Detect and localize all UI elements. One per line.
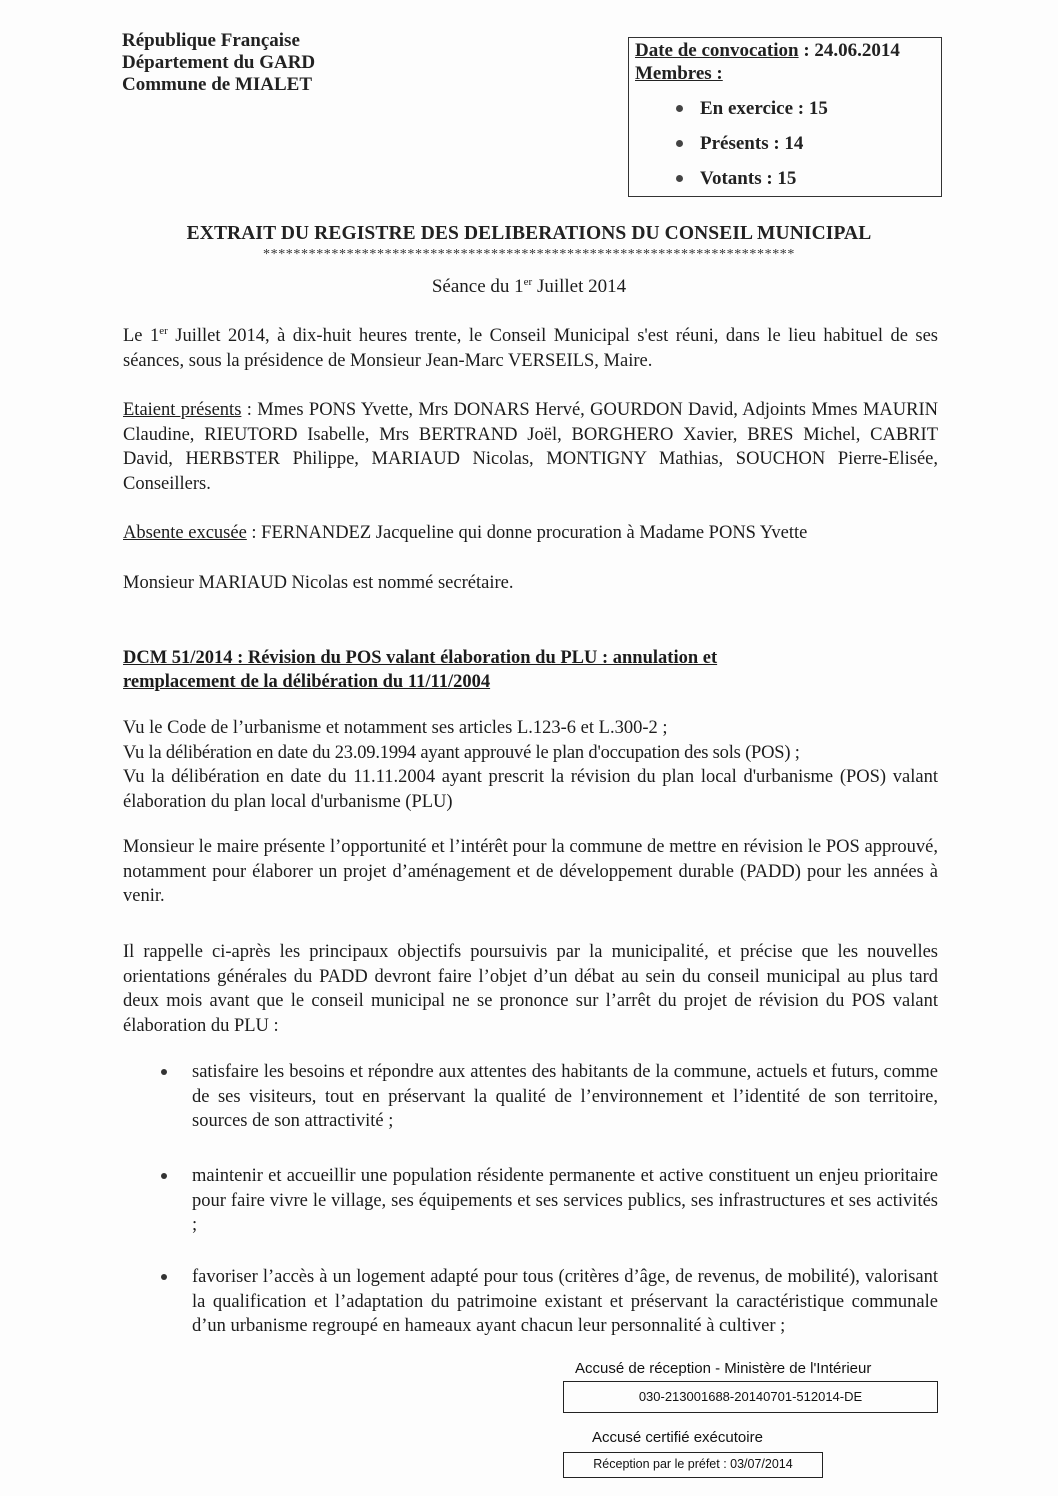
rappel-paragraph	[123, 940, 938, 1038]
intro-prefix: Le 1	[123, 326, 160, 346]
bullet-icon	[676, 105, 683, 112]
objective-item	[123, 1265, 938, 1339]
vu-item: Vu le Code de l’urbanisme et notamment ses articles L.123-6 et L.300-2 ;	[123, 718, 668, 738]
members-votants	[635, 161, 941, 196]
vu-item: Vu la délibération en date du 23.09.1994 ayant approuvé le plan d'occupation des sols (POS) ;	[123, 742, 800, 763]
members-label: Membres :	[635, 63, 723, 84]
bullet-icon	[161, 1274, 167, 1280]
header-commune: Commune de MIALET	[122, 74, 313, 95]
dcm-heading-line1: DCM 51/2014 : Révision du POS valant élaboration du PLU : annulation et	[123, 648, 718, 668]
absente-text: : FERNANDEZ Jacqueline qui donne procuration à Madame PONS Yvette	[246, 523, 808, 543]
members-list	[635, 91, 941, 196]
prefet-reception-box: Réception par le préfet : 03/07/2014	[563, 1452, 823, 1478]
absente-label: Absente excusée	[123, 523, 247, 543]
dcm-heading-line2: remplacement de la délibération du 11/11/2004	[123, 672, 491, 692]
secretaire-text: Monsieur MARIAUD Nicolas est nommé secrétaire.	[123, 573, 514, 593]
convocation-date	[635, 39, 941, 62]
intro-paragraph	[123, 324, 938, 373]
document-title: EXTRAIT DU REGISTRE DES DELIBERATIONS DU CONSEIL MUNICIPAL	[186, 223, 872, 244]
seance-suffix: Juillet 2014	[532, 276, 627, 297]
rappel-text: Il rappelle ci-après les principaux objectifs poursuivis par la municipalité, et précise que les nouvelles orientations générales du PADD devront faire l’objet d’un débat au sein du conseil municipal au plus tard deux mois avant que le conseil municipal ne se prononce sur l’arrêt du projet de révision du POS valant élaboration du PLU :	[123, 942, 938, 1036]
objective-item	[123, 1060, 938, 1134]
seance-prefix: Séance du 1	[431, 276, 524, 297]
bullet-icon	[676, 140, 683, 147]
absente-paragraph	[123, 521, 938, 546]
objective-text: favoriser l’accès à un logement adapté pour tous (critères d’âge, de revenus, de mobilité), valorisant la qualification et l’adaptation du patrimoine existant et préservant la caractéristique communale d’un urbanisme regroupé en hameaux ayant chacun leur personnalité à cultiver ;	[192, 1267, 938, 1336]
members-count-label: Présents : 14	[700, 133, 804, 154]
convocation-box	[628, 37, 942, 197]
seance-date	[0, 276, 1058, 298]
maire-text: Monsieur le maire présente l’opportunité et l’intérêt pour la commune de mettre en révision le POS approuvé, notamment pour élaborer un projet d’aménagement et de développement durable (PADD) pour les années à venir.	[123, 837, 938, 906]
bullet-icon	[676, 175, 683, 182]
vu-list	[123, 716, 938, 814]
objective-item	[123, 1164, 938, 1238]
convocation-date-value: : 24.06.2014	[798, 40, 900, 61]
convocation-date-label: Date de convocation	[635, 40, 799, 61]
members-presents	[635, 126, 941, 161]
header-departement: Département du GARD	[122, 52, 316, 73]
objective-text: satisfaire les besoins et répondre aux attentes des habitants de la commune, actuels et futurs, comme de ses visiteurs, tout en préservant la qualité de l’environnement et l’identité de son territoire, sources de son attractivité ;	[192, 1062, 938, 1131]
intro-text: Juillet 2014, à dix-huit heures trente, le Conseil Municipal s'est réuni, dans le lieu habituel de ses séances, sous la présidence de Monsieur Jean-Marc VERSEILS, Maire.	[123, 326, 938, 371]
issuer-header	[122, 30, 315, 96]
members-en-exercice	[635, 91, 941, 126]
members-count-label: En exercice : 15	[700, 98, 828, 119]
bullet-icon	[161, 1069, 167, 1075]
executoire-label: Accusé certifié exécutoire	[592, 1429, 763, 1446]
receipt-id-box: 030-213001688-20140701-512014-DE	[563, 1381, 938, 1413]
dcm-heading	[123, 646, 938, 694]
bullet-icon	[161, 1173, 167, 1179]
title-separator: **********************************************************************	[263, 247, 795, 262]
objective-text: maintenir et accueillir une population résidente permanente et active constituent un enjeu prioritaire pour faire vivre le village, ses équipements et ses services publics, ses infrastructures et ses activités ;	[192, 1166, 938, 1235]
presents-text: : Mmes PONS Yvette, Mrs DONARS Hervé, GOURDON David, Adjoints Mmes MAURIN Claudine, RIEUTORD Isabelle, Mrs BERTRAND Joël, BORGHERO Xavier, BRES Michel, CABRIT David, HERBSTER Philippe, MARIAUD Nicolas, MONTIGNY Mathias, SOUCHON Pierre-Elisée, Conseillers.	[123, 400, 938, 494]
vu-item: Vu la délibération en date du 11.11.2004 ayant prescrit la révision du plan local d'urbanisme (POS) valant élaboration du plan local d'urbanisme (PLU)	[123, 767, 938, 812]
maire-paragraph	[123, 835, 938, 909]
members-count-label: Votants : 15	[700, 168, 797, 189]
seance-sup: er	[523, 276, 533, 288]
presents-paragraph	[123, 398, 938, 496]
secretaire-paragraph	[123, 571, 938, 596]
intro-sup: er	[159, 325, 168, 337]
receipt-label: Accusé de réception - Ministère de l'Intérieur	[575, 1360, 872, 1377]
header-republique: République Française	[122, 30, 300, 51]
presents-label: Etaient présents	[123, 400, 242, 420]
members-heading	[635, 62, 941, 85]
